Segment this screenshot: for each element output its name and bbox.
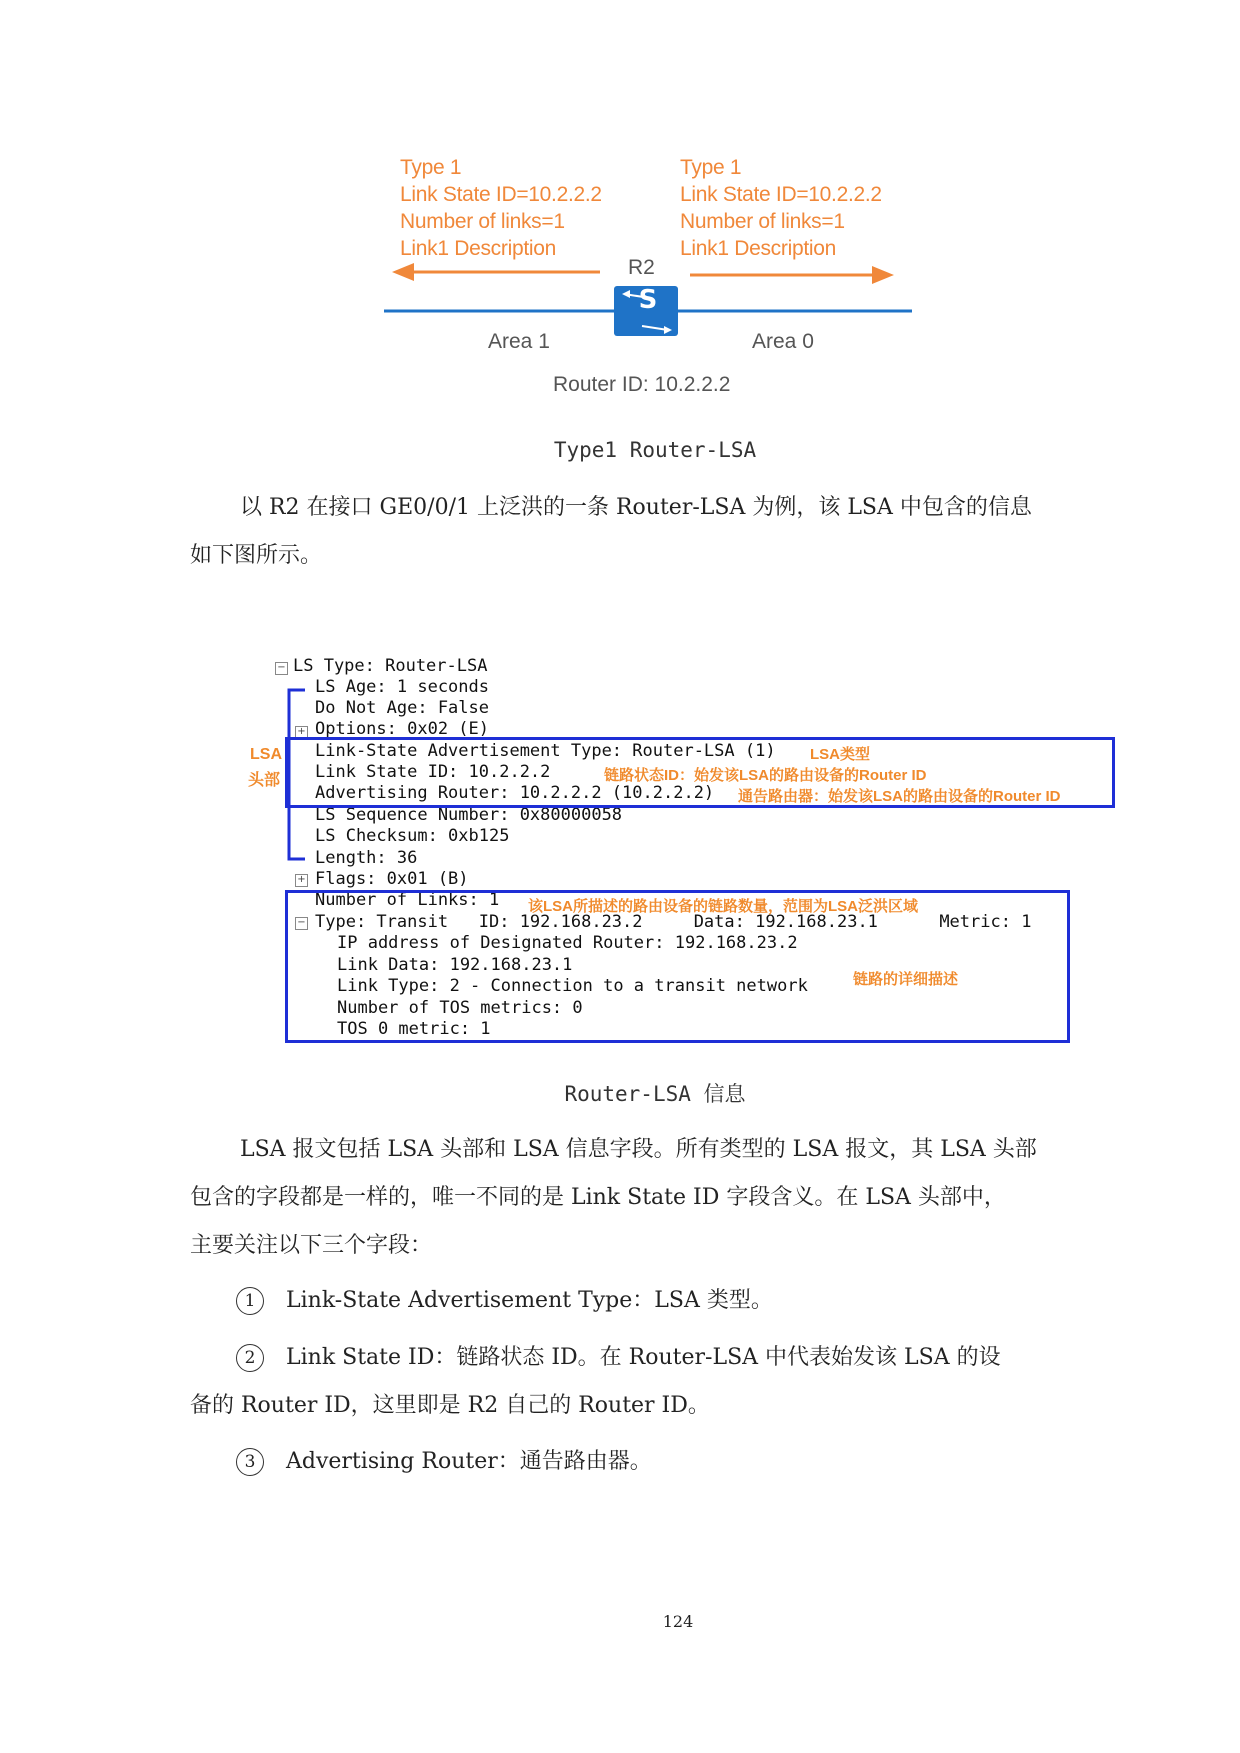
annotation-lsa-type: LSA类型	[810, 746, 871, 763]
figure1-caption: Type1 Router-LSA	[553, 438, 757, 462]
right-type-line: Type 1	[680, 156, 742, 179]
paragraph-2-line-1: LSA 报文包括 LSA 头部和 LSA 信息字段。所有类型的 LSA 报文，其 LSA 头部	[240, 1137, 1037, 1162]
left-type-line: Type 1	[400, 156, 462, 179]
circled-number: 3	[236, 1448, 264, 1476]
ls-sequence-line: LS Sequence Number: 0x80000058	[315, 805, 623, 825]
annotation-link-detail: 链路的详细描述	[853, 971, 959, 988]
right-lsa-description	[680, 154, 882, 262]
left-links-line: Number of links=1	[400, 210, 565, 233]
right-lsid-line: Link State ID=10.2.2.2	[680, 183, 882, 206]
do-not-age-line: Do Not Age: False	[315, 698, 489, 718]
list-item-continuation: 备的 Router ID，这里即是 R2 自己的 Router ID。	[190, 1393, 710, 1418]
annotation-advertising-router: 通告路由器：始发该LSA的路由设备的Router ID	[738, 788, 1061, 805]
circled-number: 2	[236, 1344, 264, 1372]
paragraph-2-line-2: 包含的字段都是一样的，唯一不同的是 Link State ID 字段含义。在 LSA 头部中，	[190, 1185, 1006, 1210]
lsa-bracket-label: LSA	[250, 746, 282, 763]
list-item	[236, 1340, 1001, 1372]
circled-number: 1	[236, 1287, 264, 1315]
area-0-label: Area 0	[752, 330, 814, 353]
paragraph-1	[190, 484, 1060, 580]
dr-address-line: IP address of Designated Router: 192.168.23.2	[337, 933, 798, 953]
left-desc-line: Link1 Description	[400, 237, 556, 260]
arrow-right-head-icon	[872, 266, 894, 284]
list-item	[236, 1444, 652, 1476]
list-item-text: Advertising Router：通告路由器。	[286, 1449, 652, 1474]
tos-metrics-line: Number of TOS metrics: 0	[337, 998, 583, 1018]
lsa-type-line: Link-State Advertisement Type: Router-LSA (1)	[315, 741, 776, 761]
list-item	[236, 1283, 773, 1315]
paragraph-2-line-3: 主要关注以下三个字段：	[190, 1233, 433, 1258]
options-line: Options: 0x02 (E)	[315, 719, 489, 739]
lsa-header-highlight-box	[285, 737, 1115, 808]
figure2-caption: Router-LSA 信息	[564, 1082, 746, 1106]
expand-icon: +	[295, 726, 308, 739]
router-id-label: Router ID: 10.2.2.2	[553, 373, 731, 396]
list-item-text: Link-State Advertisement Type：LSA 类型。	[286, 1288, 773, 1313]
paragraph-2	[190, 1126, 1060, 1270]
number-of-links-line: Number of Links: 1	[315, 890, 500, 910]
router-name: R2	[628, 256, 655, 279]
left-lsid-line: Link State ID=10.2.2.2	[400, 183, 602, 206]
left-lsa-description	[400, 154, 602, 262]
link-info-highlight-box	[285, 890, 1070, 1043]
right-desc-line: Link1 Description	[680, 237, 836, 260]
collapse-icon: −	[275, 662, 288, 675]
tos-metric-line: TOS 0 metric: 1	[337, 1019, 491, 1039]
link-state-id-line: Link State ID: 10.2.2.2	[315, 762, 551, 782]
length-line: Length: 36	[315, 848, 418, 868]
annotation-number-of-links: 该LSA所描述的路由设备的链路数量，范围为LSA泛洪区域	[528, 898, 919, 915]
collapse-icon: −	[295, 917, 308, 930]
ls-age-line: LS Age: 1 seconds	[315, 677, 489, 697]
list-item-text: Link State ID：链路状态 ID。在 Router-LSA 中代表始发该 LSA 的设	[286, 1345, 1001, 1370]
annotation-link-state-id: 链路状态ID：始发该LSA的路由设备的Router ID	[604, 767, 927, 784]
advertising-router-line: Advertising Router: 10.2.2.2 (10.2.2.2)	[315, 783, 715, 803]
expand-icon: +	[295, 874, 308, 887]
ls-type-line: LS Type: Router-LSA	[293, 656, 488, 676]
router-symbol: S	[638, 285, 658, 315]
flags-line: Flags: 0x01 (B)	[315, 869, 469, 889]
right-links-line: Number of links=1	[680, 210, 845, 233]
paragraph-1-line-2: 如下图所示。	[190, 543, 323, 568]
page-number: 124	[662, 1612, 694, 1631]
ls-checksum-line: LS Checksum: 0xb125	[315, 826, 510, 846]
link-type-transit-line: Type: Transit ID: 192.168.23.2 Data: 192.168.23.1 Metric: 1	[315, 912, 1032, 932]
area-1-label: Area 1	[488, 330, 550, 353]
link-type-line: Link Type: 2 - Connection to a transit network	[337, 976, 808, 996]
header-bracket-label: 头部	[248, 772, 281, 789]
link-data-line: Link Data: 192.168.23.1	[337, 955, 573, 975]
arrow-left-head-icon	[392, 263, 414, 281]
paragraph-1-line-1: 以 R2 在接口 GE0/0/1 上泛洪的一条 Router-LSA 为例，该 LSA 中包含的信息	[240, 495, 1032, 520]
